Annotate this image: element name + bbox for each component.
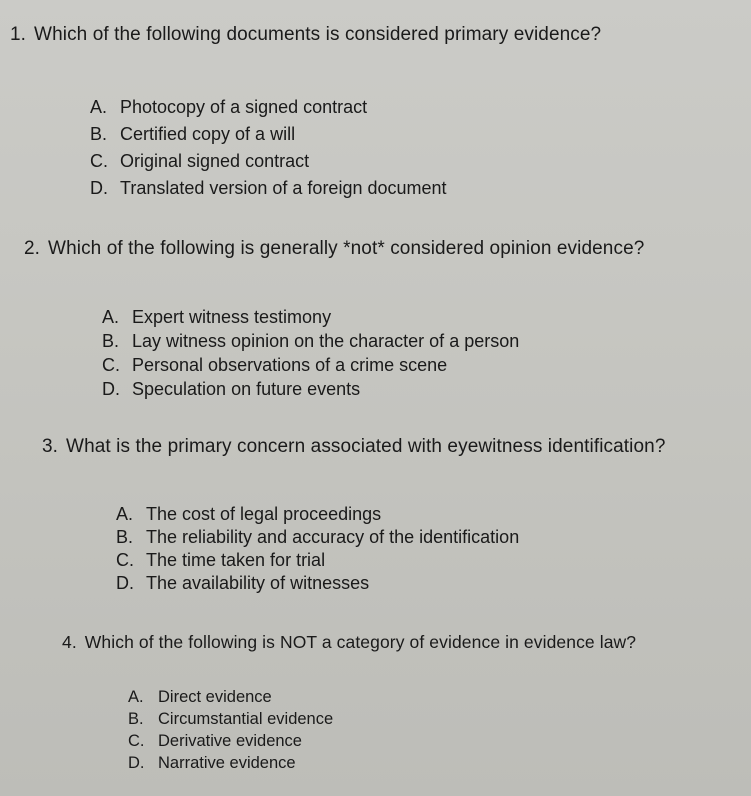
option-letter: A. [102,307,120,327]
question-2 [24,238,644,260]
option-4c[interactable] [128,730,333,752]
option-2d[interactable] [102,377,519,401]
option-2b[interactable] [102,329,519,353]
option-text: Derivative evidence [158,732,302,750]
question-number: 1. [10,24,27,45]
option-1a[interactable] [90,94,447,121]
question-text: Which of the following documents is considered primary evidence? [34,24,602,45]
question-4-options [128,686,333,774]
option-text: Translated version of a foreign document [120,178,447,198]
option-3a[interactable] [116,503,519,526]
option-text: The time taken for trial [146,550,326,570]
option-3d[interactable] [116,572,519,595]
option-3c[interactable] [116,549,519,572]
question-2-options [102,305,519,401]
question-number: 3. [42,436,59,457]
option-text: The cost of legal proceedings [146,504,382,524]
option-text: Original signed contract [120,151,310,171]
option-2a[interactable] [102,305,519,329]
question-4 [62,632,636,653]
question-number: 4. [62,632,77,652]
option-letter: D. [128,754,145,772]
option-letter: B. [102,331,120,351]
question-text: Which of the following is generally *not* considered opinion evidence? [48,238,645,259]
question-text: What is the primary concern associated with eyewitness identification? [66,436,666,457]
option-text: Personal observations of a crime scene [132,355,448,375]
question-text: Which of the following is NOT a category of evidence in evidence law? [84,632,637,652]
option-letter: C. [128,732,145,750]
question-1 [10,24,601,46]
option-1b[interactable] [90,121,447,148]
option-4b[interactable] [128,708,333,730]
option-letter: B. [90,124,108,144]
option-letter: A. [128,688,144,706]
option-letter: A. [90,97,108,117]
option-text: Lay witness opinion on the character of a person [132,331,520,351]
option-letter: D. [90,178,108,198]
option-letter: D. [116,573,134,593]
option-4d[interactable] [128,752,333,774]
option-letter: C. [116,550,134,570]
option-letter: C. [90,151,108,171]
option-letter: B. [128,710,144,728]
option-1c[interactable] [90,148,447,175]
question-number: 2. [24,238,41,259]
option-letter: C. [102,355,120,375]
option-text: The availability of witnesses [146,573,370,593]
option-letter: B. [116,527,134,547]
option-3b[interactable] [116,526,519,549]
question-3 [42,436,666,458]
option-text: Direct evidence [158,688,272,706]
option-1d[interactable] [90,175,447,202]
option-text: Photocopy of a signed contract [120,97,368,117]
option-letter: A. [116,504,134,524]
option-letter: D. [102,379,120,399]
option-4a[interactable] [128,686,333,708]
option-text: Certified copy of a will [120,124,296,144]
option-text: Circumstantial evidence [158,710,334,728]
option-text: Narrative evidence [158,754,296,772]
option-text: Speculation on future events [132,379,361,399]
option-text: The reliability and accuracy of the identification [146,527,520,547]
question-1-options [90,94,447,202]
option-2c[interactable] [102,353,519,377]
option-text: Expert witness testimony [132,307,332,327]
question-3-options [116,503,519,595]
